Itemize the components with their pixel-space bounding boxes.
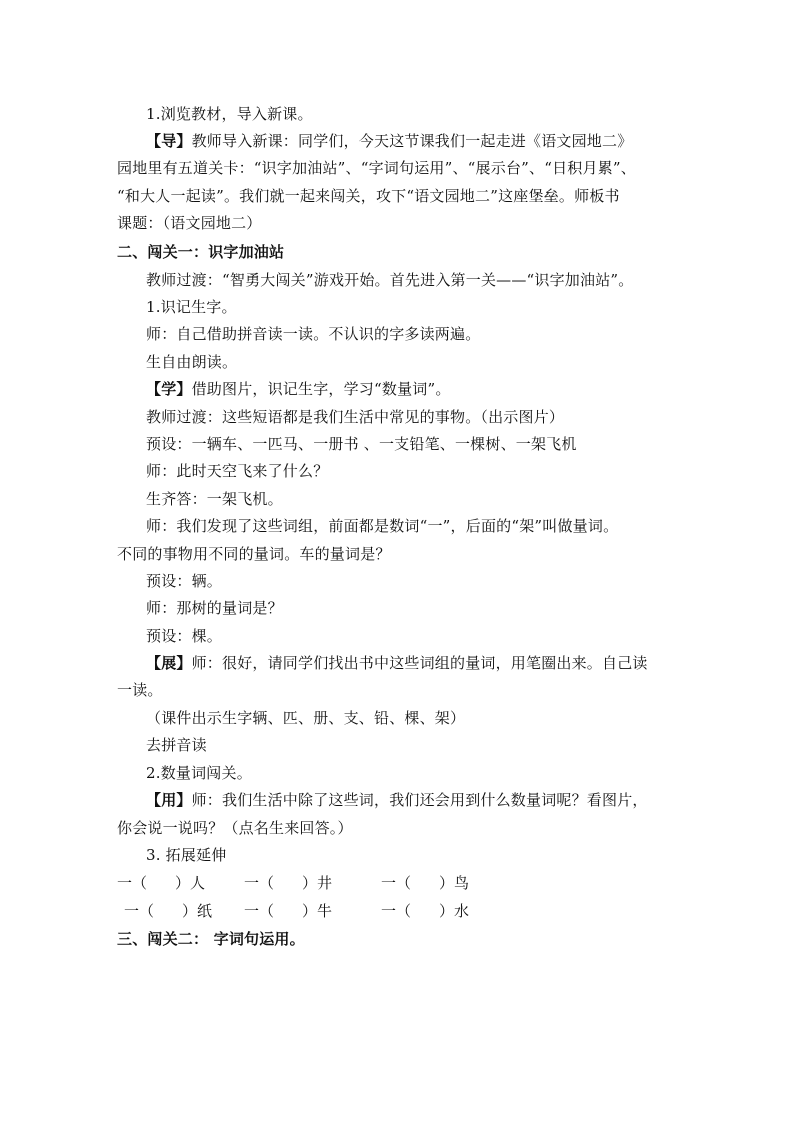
paragraph-line: 园地里有五道关卡：“识字加油站”、“字词句运用”、“展示台”、“日积月累”、 (117, 159, 636, 177)
exercise-item (381, 901, 469, 921)
exercise-prefix: 一（ (124, 902, 155, 920)
exercise-suffix: ）鸟 (439, 874, 470, 892)
tag-learn: 【学】 (146, 380, 192, 398)
exercise-prefix: 一（ (381, 874, 412, 892)
tag-show: 【展】 (146, 654, 192, 672)
exercise-prefix: 一（ (244, 902, 275, 920)
paragraph-line: 去拼音读 (146, 736, 207, 754)
exercise-item (117, 873, 205, 893)
paragraph-line: 你会说一说吗？（点名生来回答。） (117, 819, 353, 837)
exercise-item (381, 873, 469, 893)
paragraph-line: 预设：一辆车、一匹马、一册书 、一支铅笔、一棵树、一架飞机 (146, 435, 577, 453)
paragraph-line: 生自由朗读。 (146, 353, 238, 371)
exercise-item (244, 873, 332, 893)
step-heading: 1.识记生字。 (146, 298, 237, 316)
guide-paragraph-line (146, 131, 632, 151)
exercise-prefix: 一（ (117, 874, 148, 892)
exercise-suffix: ）井 (302, 874, 333, 892)
tag-use: 【用】 (146, 791, 192, 809)
section-heading-2: 二、闯关一：识字加油站 (117, 243, 285, 261)
paragraph-line: 不同的事物用不同的量词。车的量词是？ (117, 545, 391, 563)
use-paragraph-line (146, 790, 648, 810)
paragraph-line: 预设：棵。 (146, 627, 223, 645)
paragraph-line: 教师过渡：这些短语都是我们生活中常见的事物。（出示图片） (146, 408, 565, 426)
tag-guide: 【导】 (146, 132, 192, 150)
paragraph-line: （课件出示生字辆、匹、册、支、铅、棵、架） (146, 709, 466, 727)
show-text: 师：很好，请同学们找出书中这些词组的量词，用笔圈出来。自己读 (191, 654, 648, 672)
paragraph-line: “和大人一起读”。我们就一起来闯关，攻下“语文园地二”这座堡垒。师板书 (117, 187, 620, 205)
paragraph-line: 师：那树的量词是？ (146, 599, 283, 617)
paragraph-line: 课题：（语文园地二） (117, 214, 262, 232)
exercise-prefix: 一（ (244, 874, 275, 892)
paragraph-line: 预设：辆。 (146, 572, 223, 590)
step-browse-textbook: 1.浏览教材，导入新课。 (146, 105, 313, 123)
exercise-prefix: 一（ (381, 902, 412, 920)
exercise-item (124, 901, 212, 921)
paragraph-line: 师：我们发现了这些词组，前面都是数词“一”，后面的“架”叫做量词。 (146, 517, 619, 535)
learn-text: 借助图片，识记生字，学习“数量词”。 (191, 380, 451, 398)
paragraph-line: 一读。 (117, 681, 163, 699)
exercise-suffix: ）牛 (302, 902, 333, 920)
exercise-item (244, 901, 332, 921)
use-text: 师：我们生活中除了这些词，我们还会用到什么数量词呢？看图片， (191, 791, 648, 809)
paragraph-line: 师：自己借助拼音读一读。不认识的字多读两遍。 (146, 325, 481, 343)
show-paragraph-line (146, 653, 648, 673)
step-heading: 2.数量词闯关。 (146, 764, 252, 782)
paragraph-line: 生齐答：一架飞机。 (146, 490, 283, 508)
exercise-suffix: ）纸 (182, 902, 213, 920)
section-heading-3: 三、闯关二： 字词句运用。 (117, 930, 305, 948)
step-heading: 3. 拓展延伸 (146, 846, 227, 864)
learn-paragraph-line (146, 379, 451, 399)
exercise-suffix: ）水 (439, 902, 470, 920)
guide-text: 教师导入新课：同学们，今天这节课我们一起走进《语文园地二》 (191, 132, 633, 150)
paragraph-line: 教师过渡：“智勇大闯关”游戏开始。首先进入第一关——“识字加油站”。 (146, 271, 634, 289)
paragraph-line: 师：此时天空飞来了什么？ (146, 462, 329, 480)
exercise-suffix: ）人 (175, 874, 206, 892)
